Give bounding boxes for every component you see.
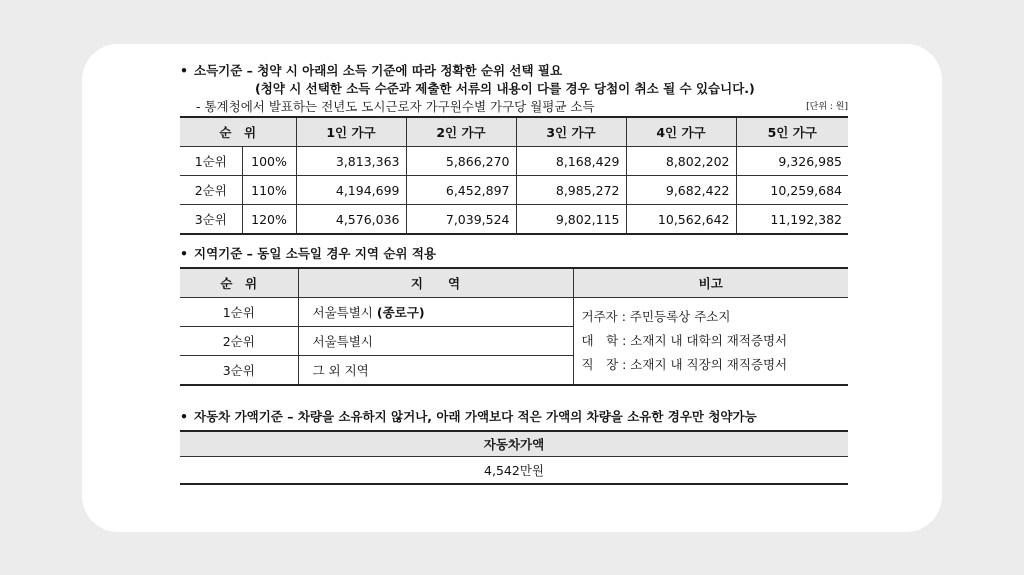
header-2person: 2인 가구 [406,117,516,147]
header-region: 지 역 [298,268,573,298]
bullet-icon: • [180,63,188,78]
table-row [180,298,848,327]
region-cell: 그 외 지역 [298,356,573,386]
value-cell: 4,194,699 [296,176,406,205]
region-cell: 서울특별시 (종로구) [298,298,573,327]
value-cell: 3,813,363 [296,147,406,176]
table-row [180,176,848,205]
rank-cell: 1순위 [180,147,242,176]
income-note-row [180,98,848,116]
income-note: - 통계청에서 발표하는 전년도 도시근로자 가구원수별 가구당 월평균 소득 [196,99,595,114]
header-3person: 3인 가구 [516,117,626,147]
car-value-cell: 4,542만원 [180,457,848,485]
percent-cell: 100% [242,147,296,176]
value-cell: 10,562,642 [626,205,736,235]
income-heading: • 소득기준 – 청약 시 아래의 소득 기준에 따라 정확한 순위 선택 필요 [180,63,563,78]
rank-cell: 2순위 [180,176,242,205]
income-header-row [180,117,848,147]
value-cell: 8,985,272 [516,176,626,205]
rank-cell: 3순위 [180,205,242,235]
header-rank: 순 위 [180,268,298,298]
table-row [180,205,848,235]
value-cell: 10,259,684 [736,176,848,205]
unit-label: [단위 : 원] [806,102,848,112]
header-5person: 5인 가구 [736,117,848,147]
value-cell: 6,452,897 [406,176,516,205]
percent-cell: 110% [242,176,296,205]
remark-workplace: 직 장 : 소재지 내 직장의 재직증명서 [581,357,788,372]
header-1person: 1인 가구 [296,117,406,147]
remark-residence: 거주자 : 주민등록상 주소지 [581,309,731,324]
header-4person: 4인 가구 [626,117,736,147]
car-header-row [180,431,848,457]
remarks-cell [573,298,848,386]
rank-cell: 3순위 [180,356,298,386]
table-row [180,457,848,485]
value-cell: 9,802,115 [516,205,626,235]
value-cell: 8,168,429 [516,147,626,176]
value-cell: 7,039,524 [406,205,516,235]
value-cell: 9,326,985 [736,147,848,176]
percent-cell: 120% [242,205,296,235]
region-header-row [180,268,848,298]
value-cell: 9,682,422 [626,176,736,205]
region-table [180,267,848,386]
bullet-icon: • [180,409,188,424]
car-heading: • 자동차 가액기준 – 차량을 소유하지 않거나, 아래 가액보다 적은 가액의 차량을 소유한 경우만 청약가능 [180,409,757,424]
value-cell: 11,192,382 [736,205,848,235]
region-heading: • 지역기준 – 동일 소득일 경우 지역 순위 적용 [180,246,436,261]
value-cell: 8,802,202 [626,147,736,176]
header-remarks: 비고 [573,268,848,298]
region-district: (종로구) [376,305,425,320]
car-value-table [180,430,848,485]
income-subheading: (청약 시 선택한 소득 수준과 제출한 서류의 내용이 다를 경우 당첨이 취소 될 수 있습니다.) [255,81,755,96]
income-table [180,116,848,235]
header-rank: 순 위 [180,117,296,147]
bullet-icon: • [180,246,188,261]
value-cell: 4,576,036 [296,205,406,235]
rank-cell: 2순위 [180,327,298,356]
rank-cell: 1순위 [180,298,298,327]
document-content [180,62,848,485]
header-car-value: 자동차가액 [180,431,848,457]
value-cell: 5,866,270 [406,147,516,176]
region-cell: 서울특별시 [298,327,573,356]
table-row [180,147,848,176]
remark-university: 대 학 : 소재지 내 대학의 재적증명서 [581,333,788,348]
content-card [82,44,942,532]
